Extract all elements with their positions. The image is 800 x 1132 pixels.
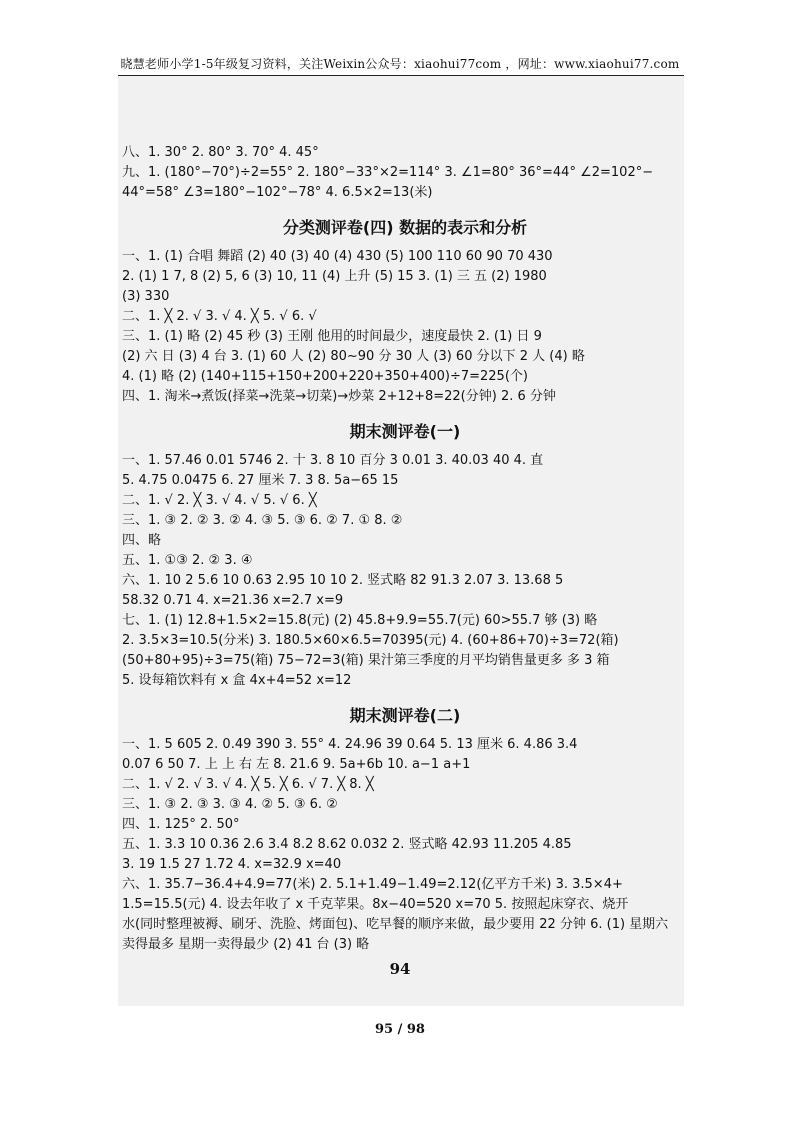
page-indicator: 95 / 98 (375, 1022, 425, 1037)
answer-line: 3. 19 1.5 27 1.72 4. x=32.9 x=40 (122, 857, 342, 872)
answer-line: 1.5=15.5(元) 4. 设去年收了 x 千克苹果。8x−40=520 x=70 5. 按照起床穿衣、烧开 (122, 897, 629, 912)
answer-line: 九、1. (180°−70°)÷2=55° 2. 180°−33°×2=114° 3. ∠1=80° 36°=44° ∠2=102°− (122, 165, 654, 180)
answer-line: 44°=58° ∠3=180°−102°−78° 4. 6.5×2=13(米) (122, 185, 433, 200)
answer-line: 5. 设每箱饮料有 x 盒 4x+4=52 x=12 (122, 673, 352, 688)
answer-line: 三、1. ③ 2. ③ 3. ③ 4. ② 5. ③ 6. ② (122, 797, 338, 812)
answer-line: 三、1. (1) 略 (2) 45 秒 (3) 王刚 他用的时间最少，速度最快 2. (1) 日 9 (122, 329, 542, 344)
header-note: 晓慧老师小学1-5年级复习资料，关注Weixin公众号：xiaohui77com ，网址：www.xiaohui77.com (120, 57, 680, 71)
answer-key-content (122, 143, 688, 955)
answer-line: 六、1. 10 2 5.6 10 0.63 2.95 10 10 2. 竖式略 82 91.3 2.07 3. 13.68 5 (122, 573, 564, 588)
answer-line: 七、1. (1) 12.8+1.5×2=15.8(元) (2) 45.8+9.9=55.7(元) 60>55.7 够 (3) 略 (122, 613, 598, 628)
answer-line: 六、1. 35.7−36.4+4.9=77(米) 2. 5.1+1.49−1.49=2.12(亿平方千米) 3. 3.5×4+ (122, 877, 623, 892)
answer-line: 0.07 6 50 7. 上 上 右 左 8. 21.6 9. 5a+6b 10. a−1 a+1 (122, 757, 471, 772)
section-title-classified-test-4: 分类测评卷(四) 数据的表示和分析 (282, 218, 528, 237)
answer-line: 58.32 0.71 4. x=21.36 x=2.7 x=9 (122, 593, 344, 608)
answer-line: 五、1. ①③ 2. ② 3. ④ (122, 553, 253, 568)
answers-sections-8-9 (122, 143, 688, 203)
answer-line: 卖得最多 星期一卖得最少 (2) 41 台 (3) 略 (122, 937, 370, 952)
answer-line: 八、1. 30° 2. 80° 3. 70° 4. 45° (122, 145, 319, 160)
answer-line: 一、1. (1) 合唱 舞蹈 (2) 40 (3) 40 (4) 430 (5) 100 110 60 90 70 430 (122, 249, 553, 264)
section-title-final-test-2: 期末测评卷(二) (349, 706, 461, 725)
answer-line: 二、1. √ 2. √ 3. √ 4. ╳ 5. ╳ 6. √ 7. ╳ 8. ╳ (122, 777, 374, 792)
answers-final-test-1 (122, 451, 688, 691)
answer-line: 一、1. 57.46 0.01 5746 2. 十 3. 8 10 百分 3 0.01 3. 40.03 40 4. 直 (122, 453, 544, 468)
answer-line: 2. (1) 1 7, 8 (2) 5, 6 (3) 10, 11 (4) 上升 (5) 15 3. (1) 三 五 (2) 1980 (122, 269, 547, 284)
answer-line: 二、1. ╳ 2. √ 3. √ 4. ╳ 5. √ 6. √ (122, 309, 317, 324)
answer-line: (3) 330 (122, 289, 170, 304)
section-title-final-test-1: 期末测评卷(一) (349, 422, 461, 441)
answer-line: 四、1. 125° 2. 50° (122, 817, 240, 832)
answer-line: 四、1. 淘米→煮饭(择菜→洗菜→切菜)→炒菜 2+12+8=22(分钟) 2. 6 分钟 (122, 389, 556, 404)
answer-line: 二、1. √ 2. ╳ 3. √ 4. √ 5. √ 6. ╳ (122, 493, 317, 508)
answer-line: (2) 六 日 (3) 4 台 3. (1) 60 人 (2) 80~90 分 30 人 (3) 60 分以下 2 人 (4) 略 (122, 349, 585, 364)
answer-line: 四、略 (122, 533, 162, 548)
answer-line: 2. 3.5×3=10.5(分米) 3. 180.5×60×6.5=70395(元) 4. (60+86+70)÷3=72(箱) (122, 633, 619, 648)
answers-classified-test-4 (122, 247, 688, 407)
page-number: 94 (389, 960, 411, 978)
answer-line: (50+80+95)÷3=75(箱) 75−72=3(箱) 果汁第三季度的月平均销售量更多 多 3 箱 (122, 653, 610, 668)
answers-final-test-2 (122, 735, 688, 955)
answer-line: 4. (1) 略 (2) (140+115+150+200+220+350+400)÷7=225(个) (122, 369, 528, 384)
answer-line: 5. 4.75 0.0475 6. 27 厘米 7. 3 8. 5a−65 15 (122, 473, 399, 488)
answer-line: 一、1. 5 605 2. 0.49 390 3. 55° 4. 24.96 39 0.64 5. 13 厘米 6. 4.86 3.4 (122, 737, 578, 752)
answer-line: 五、1. 3.3 10 0.36 2.6 3.4 8.2 8.62 0.032 2. 竖式略 42.93 11.205 4.85 (122, 837, 572, 852)
answer-line: 水(同时整理被褥、刷牙、洗脸、烤面包)、吃早餐的顺序来做，最少要用 22 分钟 6. (1) 星期六 (122, 917, 669, 932)
answer-line: 三、1. ③ 2. ② 3. ② 4. ③ 5. ③ 6. ② 7. ① 8. ② (122, 513, 403, 528)
